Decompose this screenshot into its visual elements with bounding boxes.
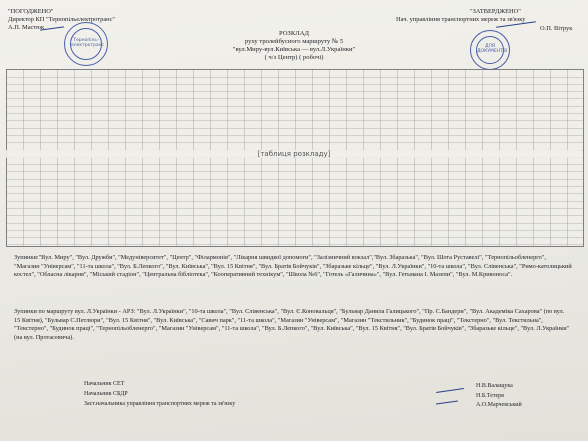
footer-name-2: Н.Б.Тетеря	[476, 393, 504, 399]
approval-left-name: А.П. Мастюк	[8, 24, 45, 31]
footer-role-2: Начальник СБДР	[84, 391, 128, 397]
footer-role-3: Заст.начальника управління транспортних мереж та зв'язку	[84, 401, 236, 407]
seal-left-text: Тернопіль-електротранс	[71, 38, 105, 48]
seal-right-text: ДЛЯ ДОКУМЕНТІВ	[477, 44, 508, 54]
timetable-grid	[6, 69, 584, 247]
footer-role-1: Начальник СЕТ	[84, 381, 125, 387]
doc-subtitle-mode: ( ч/з Центр) ( робочі)	[264, 54, 324, 61]
timetable-note: [таблиця розкладу]	[6, 150, 582, 158]
signature-footer-1	[436, 388, 464, 393]
doc-subtitle-route: руху тролейбусного маршруту № 5	[244, 38, 344, 45]
doc-subtitle-streets: "вул.Миру-вул.Київська — вул.Л.Українки"	[232, 46, 356, 53]
signature-footer-2	[436, 400, 458, 404]
stops-forward-paragraph: Зупинки:"Вул. Миру", "Вул. Дружби", "Медуніверситет", "Центр", "Філармонія", "Лікарня швидкої допомоги", "Залізничний вокзал","Вул. Збаразька", "Вул. Шота Руставелі", "Тернопільобленерго", "Магазин "Універсам", "11-та школа", "Вул. Б.Лепкого", "Вул. Київська", "Вул. 15 Квітня", "Вул. Братів Бойчуків", "Збаразьке кільце", "Вул. Л.Українки", "10-та школа", "Вул. Слівенська", "Римо-католицький костел", "Обласна лікарня", "Міський стадіон", "Центральна бібліотека", "Кооперативний технікум", "Школа №6", "Готель «Галичина»", "Вул. Гетьмана І. Мазепи", "Вул. М.Кривоноса".	[14, 254, 572, 278]
stops-back-paragraph: Зупинки по маршруту вул. Л.Українки - АРЗ: "Вул. Л.Українки", "10-та школа", "Вул. Слівенська", "Вул. Є.Коновальця", "Бульвар Данила Галицького", "Пр. С.Бандери", "Вул. Академіка Сахарова" (по вул. 15 Квітня), "Бульвар С.Петлюри", "Вул. 15 Квітня", "Вул. Київська", "Савич парк", "11-та школа", "Магазин "Універсам", "Магазин "Текстильник", "Будинок праці", "Текстерно", "Вул. Текстильна", "Текстерно", "Будинок праці", "Тернопільобленерго", "Магазин "Універсам", "11-та школа", "Вул. Б.Лепкого", "Вул. Київська", "Вул. 15 Квітня", "Вул. Братів Бойчуків", "Збаразьке кільце", "Вул. Л.Українки" (на вул. Протасевича).	[14, 308, 570, 341]
footer-name-3: А.О.Марчевський	[476, 402, 522, 408]
approval-left-position: Директор КП "Тернопільелектротранс"	[8, 16, 116, 23]
approval-right-name: О.П. Вітрук	[540, 25, 573, 32]
approval-left-title: "ПОГОДЖЕНО"	[8, 8, 54, 15]
footer-name-1: Н.В.Валащука	[476, 383, 513, 389]
approval-right-position: Нач. управління транспортних мереж та зв'язку	[396, 16, 526, 23]
approval-right-title: "ЗАТВЕРДЖЕНО"	[470, 8, 521, 15]
doc-title: РОЗКЛАД	[279, 30, 309, 37]
